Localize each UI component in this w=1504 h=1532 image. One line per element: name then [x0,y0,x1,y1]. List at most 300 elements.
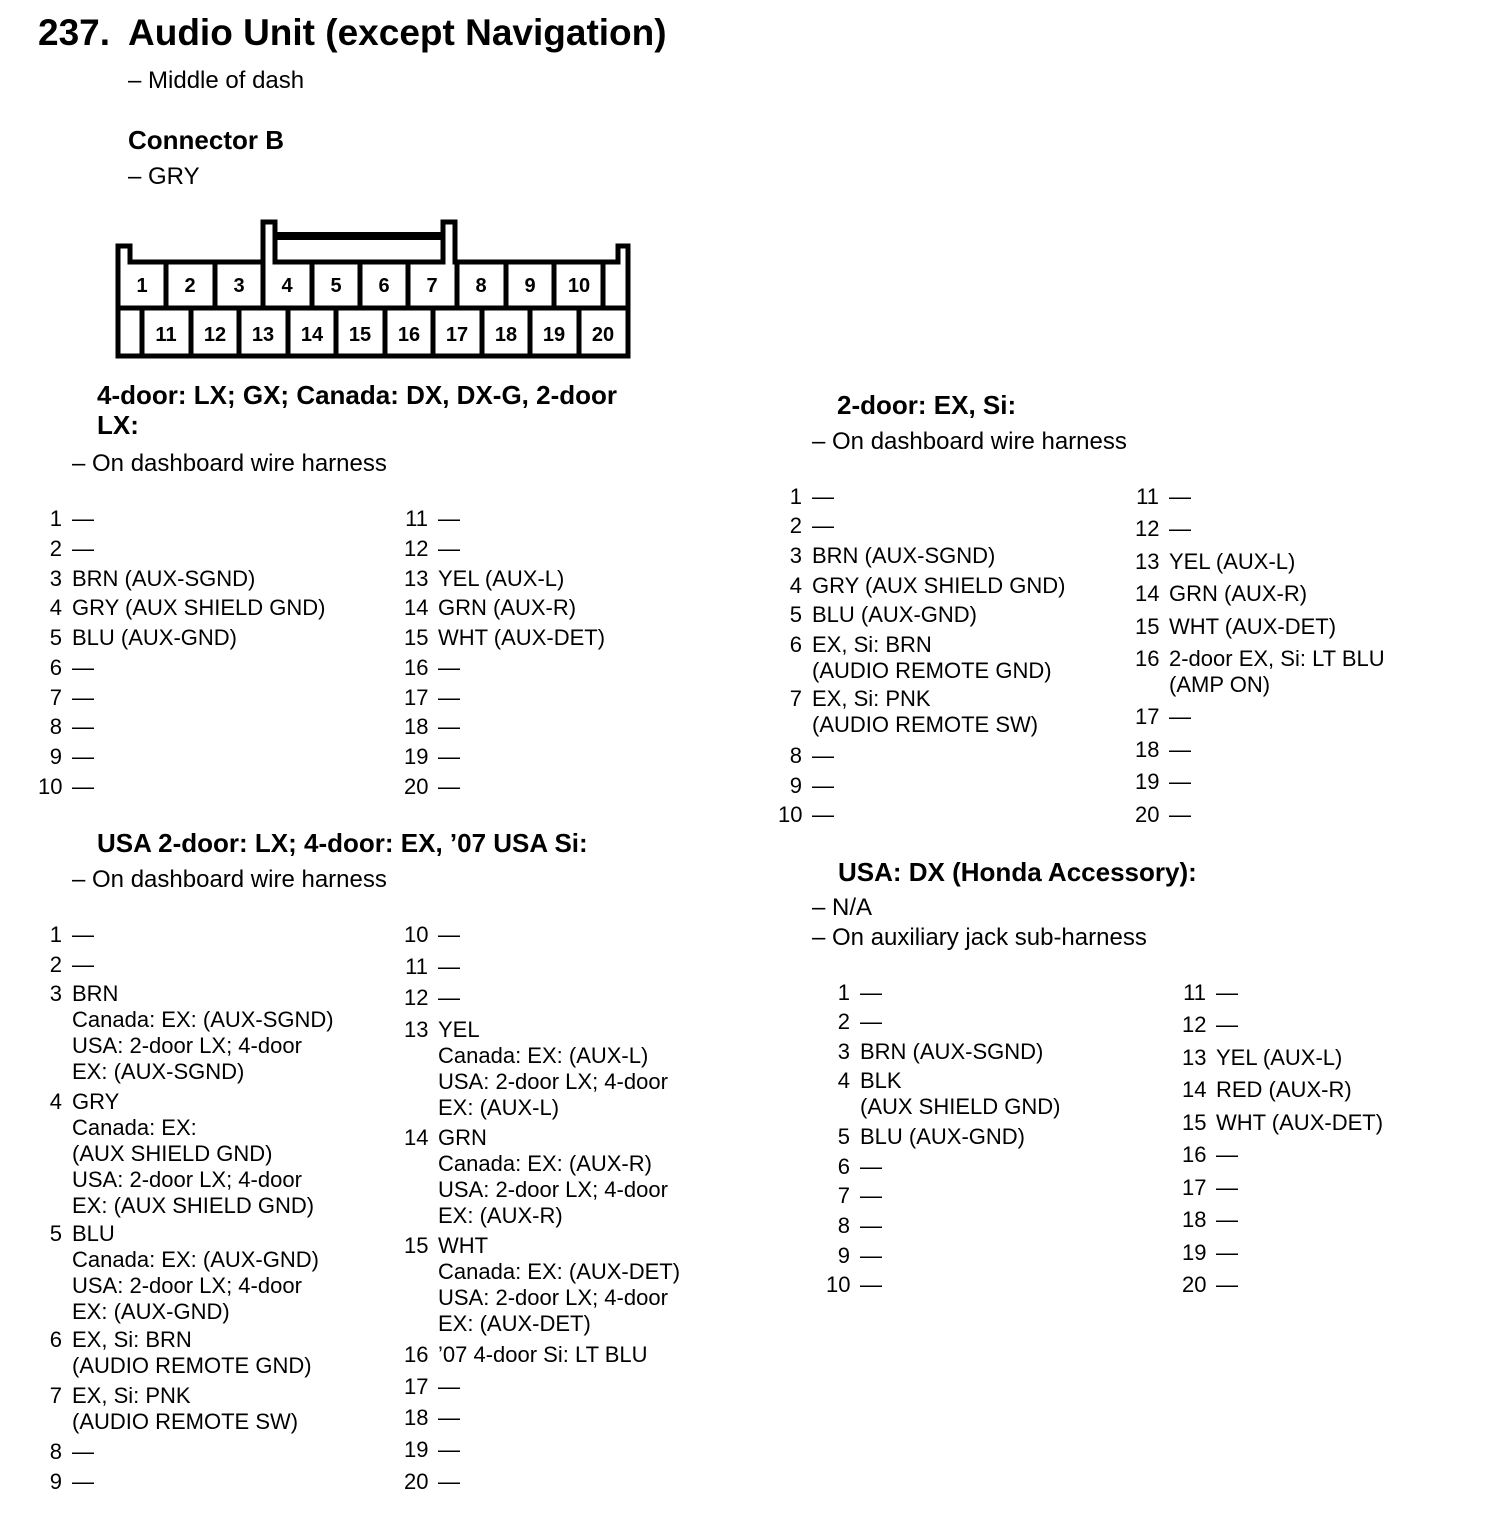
pin-description-line: EX, Si: PNK [812,686,931,711]
pin-row [38,506,94,532]
pin-label: 12 [203,324,227,346]
pin-row [1182,1240,1238,1266]
pin-description-line: — [72,536,94,561]
pin-number: 5 [49,625,62,650]
pin-description [812,602,977,628]
pin-description-line: — [438,744,460,769]
pin-number: 17 [1135,704,1160,729]
pin-number: 8 [49,714,62,739]
pin-number: 18 [1135,737,1160,762]
pin-number: 13 [404,566,429,591]
pin-number: 2 [789,513,802,538]
pin-row [38,714,94,740]
pin-description-line: EX: (AUX-L) [438,1095,560,1120]
pin-label: 11 [155,324,177,346]
pin-description [438,985,460,1011]
pin-number: 20 [404,774,429,799]
pin-description-line: — [72,1469,94,1494]
pin-description-line: — [1169,704,1191,729]
pin-description-line: — [72,714,94,739]
pin-row [38,655,94,681]
pin-row [38,1439,94,1465]
pin-description [72,1383,298,1435]
pin-description-line: BRN (AUX-SGND) [860,1039,1044,1064]
pin-description-line: BLU [72,1221,115,1246]
pin-description-line: WHT (AUX-DET) [438,625,606,650]
pin-description-line: — [438,954,460,979]
pin-description-line: — [438,1469,460,1494]
pin-description-line: BRN (AUX-SGND) [72,566,256,591]
pin-description-line: RED (AUX-R) [1216,1077,1352,1102]
pin-description-line: — [1216,1012,1238,1037]
pin-description-line: WHT (AUX-DET) [1216,1110,1384,1135]
pin-number: 1 [49,922,62,947]
pin-description [438,774,460,800]
pin-description [438,1405,460,1431]
pin-description-line: Canada: EX: (AUX-SGND) [72,1007,334,1032]
pin-label: 5 [330,275,342,297]
pin-description-line: BRN [72,981,119,1006]
pin-row [404,1437,460,1463]
pin-description-line: — [1216,1175,1238,1200]
pin-number: 3 [49,566,62,591]
pin-number: 19 [1182,1240,1207,1265]
pin-description-line: (AUDIO REMOTE GND) [812,658,1052,683]
pin-number: 18 [404,714,429,739]
pin-row [826,1272,882,1298]
pin-row [404,922,460,948]
section-note: – N/A [812,894,873,921]
pin-description-line: — [860,1183,882,1208]
pin-number: 12 [1182,1012,1207,1037]
pin-label: 10 [567,275,591,297]
pin-row [826,1124,1025,1150]
pin-number: 12 [404,536,429,561]
pin-description-line: BLU (AUX-GND) [860,1124,1026,1149]
pin-row [1182,1175,1238,1201]
pin-number: 10 [404,922,429,947]
pin-number: 10 [826,1272,851,1297]
pin-row [1182,1207,1238,1233]
pin-description-line: GRN [438,1125,487,1150]
pin-number: 6 [49,1327,62,1352]
pin-description-line: GRY (AUX SHIELD GND) [812,573,1066,598]
pin-description [438,954,460,980]
pin-row [826,1039,1043,1065]
pin-row [778,802,834,828]
pin-description-line: EX: (AUX-SGND) [72,1059,245,1084]
pin-label: 8 [475,275,487,297]
pin-row [1135,704,1191,730]
pin-row [778,513,834,539]
pin-description [1216,1077,1352,1103]
pin-row [38,536,94,562]
pin-number: 5 [49,1221,62,1246]
pin-description [812,743,834,769]
pin-description [438,714,460,740]
pin-number: 4 [49,595,62,620]
pin-row [38,774,94,800]
pin-row [1135,802,1191,828]
pin-row [778,743,834,769]
pin-description [438,1469,460,1495]
pin-row [1135,516,1191,542]
pin-description-line: — [860,1213,882,1238]
pin-description-line: WHT [438,1233,489,1258]
pin-number: 13 [404,1017,429,1042]
pin-description [1216,1175,1238,1201]
pin-row [404,1233,680,1337]
pin-number: 9 [789,773,802,798]
pin-description-line: — [1216,1272,1238,1297]
pin-number: 17 [404,685,429,710]
pin-number: 18 [404,1405,429,1430]
pin-description [1169,704,1191,730]
pin-description [438,625,605,651]
pin-number: 20 [404,1469,429,1494]
pin-description-line: USA: 2-door LX; 4-door [72,1273,302,1298]
pin-description [72,685,94,711]
pin-description [72,952,94,978]
pin-description-line: — [812,773,834,798]
pin-row [38,1383,298,1435]
pin-description-line: Canada: EX: (AUX-L) [438,1043,649,1068]
pin-label: 4 [281,275,293,297]
pin-number: 11 [1183,980,1206,1005]
pin-number: 15 [1182,1110,1207,1135]
pin-row [826,1243,882,1269]
pin-description [72,981,334,1085]
pin-number: 7 [837,1183,850,1208]
pin-description-line: — [438,536,460,561]
pin-label: 6 [378,275,390,297]
pin-description-line: — [72,506,94,531]
pin-description-line: (AUX SHIELD GND) [72,1141,273,1166]
pin-description-line: USA: 2-door LX; 4-door [438,1177,668,1202]
pin-number: 2 [49,952,62,977]
pin-description [438,922,460,948]
pin-row [38,1469,94,1495]
pin-description [438,536,460,562]
pin-description-line: (AUDIO REMOTE GND) [72,1353,312,1378]
pin-number: 15 [404,1233,429,1258]
pin-description-line: — [812,513,834,538]
pin-description-line: — [1169,802,1191,827]
pin-description-line: 2-door EX, Si: LT BLU [1169,646,1385,671]
pin-row [38,595,325,621]
pin-row [404,1017,668,1121]
pin-number: 4 [789,573,802,598]
pin-row [38,952,94,978]
pin-description [72,655,94,681]
pin-description-line: Canada: EX: (AUX-R) [438,1151,652,1176]
pin-number: 4 [49,1089,62,1114]
pin-description-line: Canada: EX: [72,1115,197,1140]
section-heading: USA: DX (Honda Accessory): [838,857,1197,887]
pin-description-line: — [72,922,94,947]
pin-row [778,686,1038,738]
pin-description-line: Canada: EX: (AUX-GND) [72,1247,319,1272]
pin-description-line: — [860,1009,882,1034]
pin-description-line: — [438,685,460,710]
pin-number: 10 [38,774,63,799]
pin-row [404,714,460,740]
pin-number: 9 [49,1469,62,1494]
pin-description [72,744,94,770]
pin-description [438,655,460,681]
pin-row [404,1374,460,1400]
pin-number: 11 [405,506,428,531]
pin-description-line: GRY [72,1089,120,1114]
pin-description [1216,1045,1342,1071]
pin-row [778,543,995,569]
pin-number: 7 [49,1383,62,1408]
pin-row [38,566,255,592]
pin-description [860,980,882,1006]
pin-number: 17 [1182,1175,1207,1200]
pin-description [438,1342,648,1368]
pin-number: 4 [837,1068,850,1093]
pin-description-line: EX, Si: BRN [72,1327,192,1352]
pin-row [826,1009,882,1035]
pin-number: 10 [778,802,803,827]
pin-description-line: EX, Si: BRN [812,632,932,657]
pin-description-line: BRN (AUX-SGND) [812,543,996,568]
pin-number: 12 [404,985,429,1010]
section-heading: USA 2-door: LX; 4-door: EX, ’07 USA Si: [97,828,588,858]
pin-description-line: YEL (AUX-L) [438,566,565,591]
pin-description-line: ’07 4-door Si: LT BLU [438,1342,648,1367]
pin-description [438,744,460,770]
pin-row [1135,549,1295,575]
section-note: – On dashboard wire harness [72,450,387,477]
pin-row [778,484,834,510]
pin-number: 18 [1182,1207,1207,1232]
pin-row [404,595,576,621]
pin-description-line: — [1216,1207,1238,1232]
pin-number: 19 [404,744,429,769]
pin-number: 8 [837,1213,850,1238]
pin-label: 16 [397,324,421,346]
pin-description [860,1213,882,1239]
pin-number: 6 [789,632,802,657]
pin-number: 8 [49,1439,62,1464]
pin-description [1216,1272,1238,1298]
pin-number: 14 [404,1125,429,1150]
pin-description [812,802,834,828]
pin-description-line: EX: (AUX-R) [438,1203,563,1228]
pin-row [404,506,460,532]
pin-row [1135,484,1191,510]
section-heading: 4-door: LX; GX; Canada: DX, DX-G, 2-door LX: [97,380,618,440]
pin-description [812,543,995,569]
pin-row [404,744,460,770]
pin-number: 16 [404,1342,429,1367]
pin-label: 15 [348,324,372,346]
location-note: – Middle of dash [128,67,305,94]
pin-description-line: EX, Si: PNK [72,1383,191,1408]
pin-number: 9 [49,744,62,769]
pin-description-line: — [72,744,94,769]
pin-description-line: — [860,980,882,1005]
pin-label: 3 [233,275,245,297]
pin-number: 1 [837,980,850,1005]
pin-description-line: — [1216,980,1238,1005]
pin-number: 17 [404,1374,429,1399]
pin-description [1169,737,1191,763]
pin-description [72,922,94,948]
pin-description-line: — [860,1272,882,1297]
pin-description-line: YEL (AUX-L) [1169,549,1296,574]
pin-description-line: — [1169,484,1191,509]
pin-description [860,1124,1025,1150]
pin-description [1169,484,1191,510]
pin-description-line: — [72,1439,94,1464]
pin-row [38,922,94,948]
pin-description [72,1089,314,1219]
pin-description [438,1017,668,1121]
pin-number: 9 [837,1243,850,1268]
pin-description-line: YEL (AUX-L) [1216,1045,1343,1070]
pin-number: 14 [404,595,429,620]
pin-description [812,773,834,799]
pin-row [404,1405,460,1431]
section-note: – On dashboard wire harness [72,866,387,893]
pin-description-line: — [1169,769,1191,794]
pin-row [778,573,1065,599]
pin-description-line: GRN (AUX-R) [1169,581,1308,606]
pin-description [72,536,94,562]
pin-description [438,685,460,711]
pin-description [1169,769,1191,795]
pin-description [72,506,94,532]
pin-description [438,566,564,592]
pin-number: 6 [49,655,62,680]
pin-description-line: — [860,1154,882,1179]
pin-description-line: — [1216,1240,1238,1265]
pin-description [72,1439,94,1465]
pin-row [1182,1110,1383,1136]
pin-description [1216,980,1238,1006]
pin-row [404,774,460,800]
pin-description [438,1125,668,1229]
pin-description-line: — [438,1374,460,1399]
pin-row [404,685,460,711]
pin-number: 1 [789,484,802,509]
pin-label: 1 [136,275,148,297]
pin-number: 16 [1182,1142,1207,1167]
pin-description-line: GRN (AUX-R) [438,595,577,620]
pin-description-line: — [438,1405,460,1430]
pin-description [72,774,94,800]
pin-row [826,1154,882,1180]
pin-description-line: EX: (AUX-GND) [72,1299,230,1324]
pin-description [1216,1207,1238,1233]
pin-description-line: YEL [438,1017,480,1042]
pin-description-line: BLU (AUX-GND) [812,602,978,627]
pin-number: 1 [49,506,62,531]
pin-description-line: — [438,922,460,947]
pin-row [38,981,334,1085]
pin-label: 20 [591,324,615,346]
pin-description [1216,1110,1383,1136]
pin-description [860,1068,1060,1120]
pin-row [1182,1077,1352,1103]
pin-row [1182,1045,1342,1071]
pin-number: 16 [1135,646,1160,671]
pin-row [826,1068,1060,1120]
pin-number: 14 [1135,581,1160,606]
pin-description-line: — [438,985,460,1010]
pin-description [72,625,237,651]
pin-number: 2 [837,1009,850,1034]
pin-description-line: EX: (AUX SHIELD GND) [72,1193,315,1218]
connector-color: – GRY [128,163,200,190]
pin-description [1169,614,1336,640]
pin-row [1182,1142,1238,1168]
pin-description [72,714,94,740]
pin-row [404,985,460,1011]
pin-row [404,1125,668,1229]
pin-row [1135,769,1191,795]
section-number: 237. [38,12,111,53]
pin-description-line: (AUDIO REMOTE SW) [812,712,1039,737]
pin-row [38,744,94,770]
pin-description-line: — [72,952,94,977]
pin-row [778,773,834,799]
pin-description-line: EX: (AUX-DET) [438,1311,591,1336]
pin-description-line: USA: 2-door LX; 4-door [438,1069,668,1094]
pin-label: 14 [300,324,324,346]
pin-description [438,1437,460,1463]
pin-description [72,566,255,592]
pin-description-line: — [438,1437,460,1462]
pin-description [812,686,1038,738]
pin-description-line: — [812,743,834,768]
pin-description-line: — [72,655,94,680]
pin-description-line: USA: 2-door LX; 4-door [72,1167,302,1192]
pin-number: 20 [1182,1272,1207,1297]
pin-description [438,595,576,621]
pin-description-line: — [72,685,94,710]
pin-row [826,1213,882,1239]
pin-number: 8 [789,743,802,768]
pin-row [38,685,94,711]
pin-number: 15 [1135,614,1160,639]
pin-description [1216,1012,1238,1038]
pin-row [1135,646,1385,698]
pin-row [826,980,882,1006]
pin-row [38,1089,314,1219]
pin-number: 14 [1182,1077,1207,1102]
section-heading: 2-door: EX, Si: [837,390,1017,420]
pin-description-line: — [438,714,460,739]
pin-description-line: (AMP ON) [1169,672,1271,697]
pin-number: 20 [1135,802,1160,827]
pin-row [778,602,977,628]
pin-row [38,1221,319,1325]
pin-label: 19 [542,324,566,346]
pin-description [860,1009,882,1035]
pin-description-line: — [812,484,834,509]
pin-description-line: — [860,1243,882,1268]
pin-description [1169,549,1295,575]
pin-description-line: BLK [860,1068,902,1093]
pin-description-line: — [1169,737,1191,762]
pin-row [404,655,460,681]
pin-description-line: USA: 2-door LX; 4-door [438,1285,668,1310]
pin-description-line: USA: 2-door LX; 4-door [72,1033,302,1058]
